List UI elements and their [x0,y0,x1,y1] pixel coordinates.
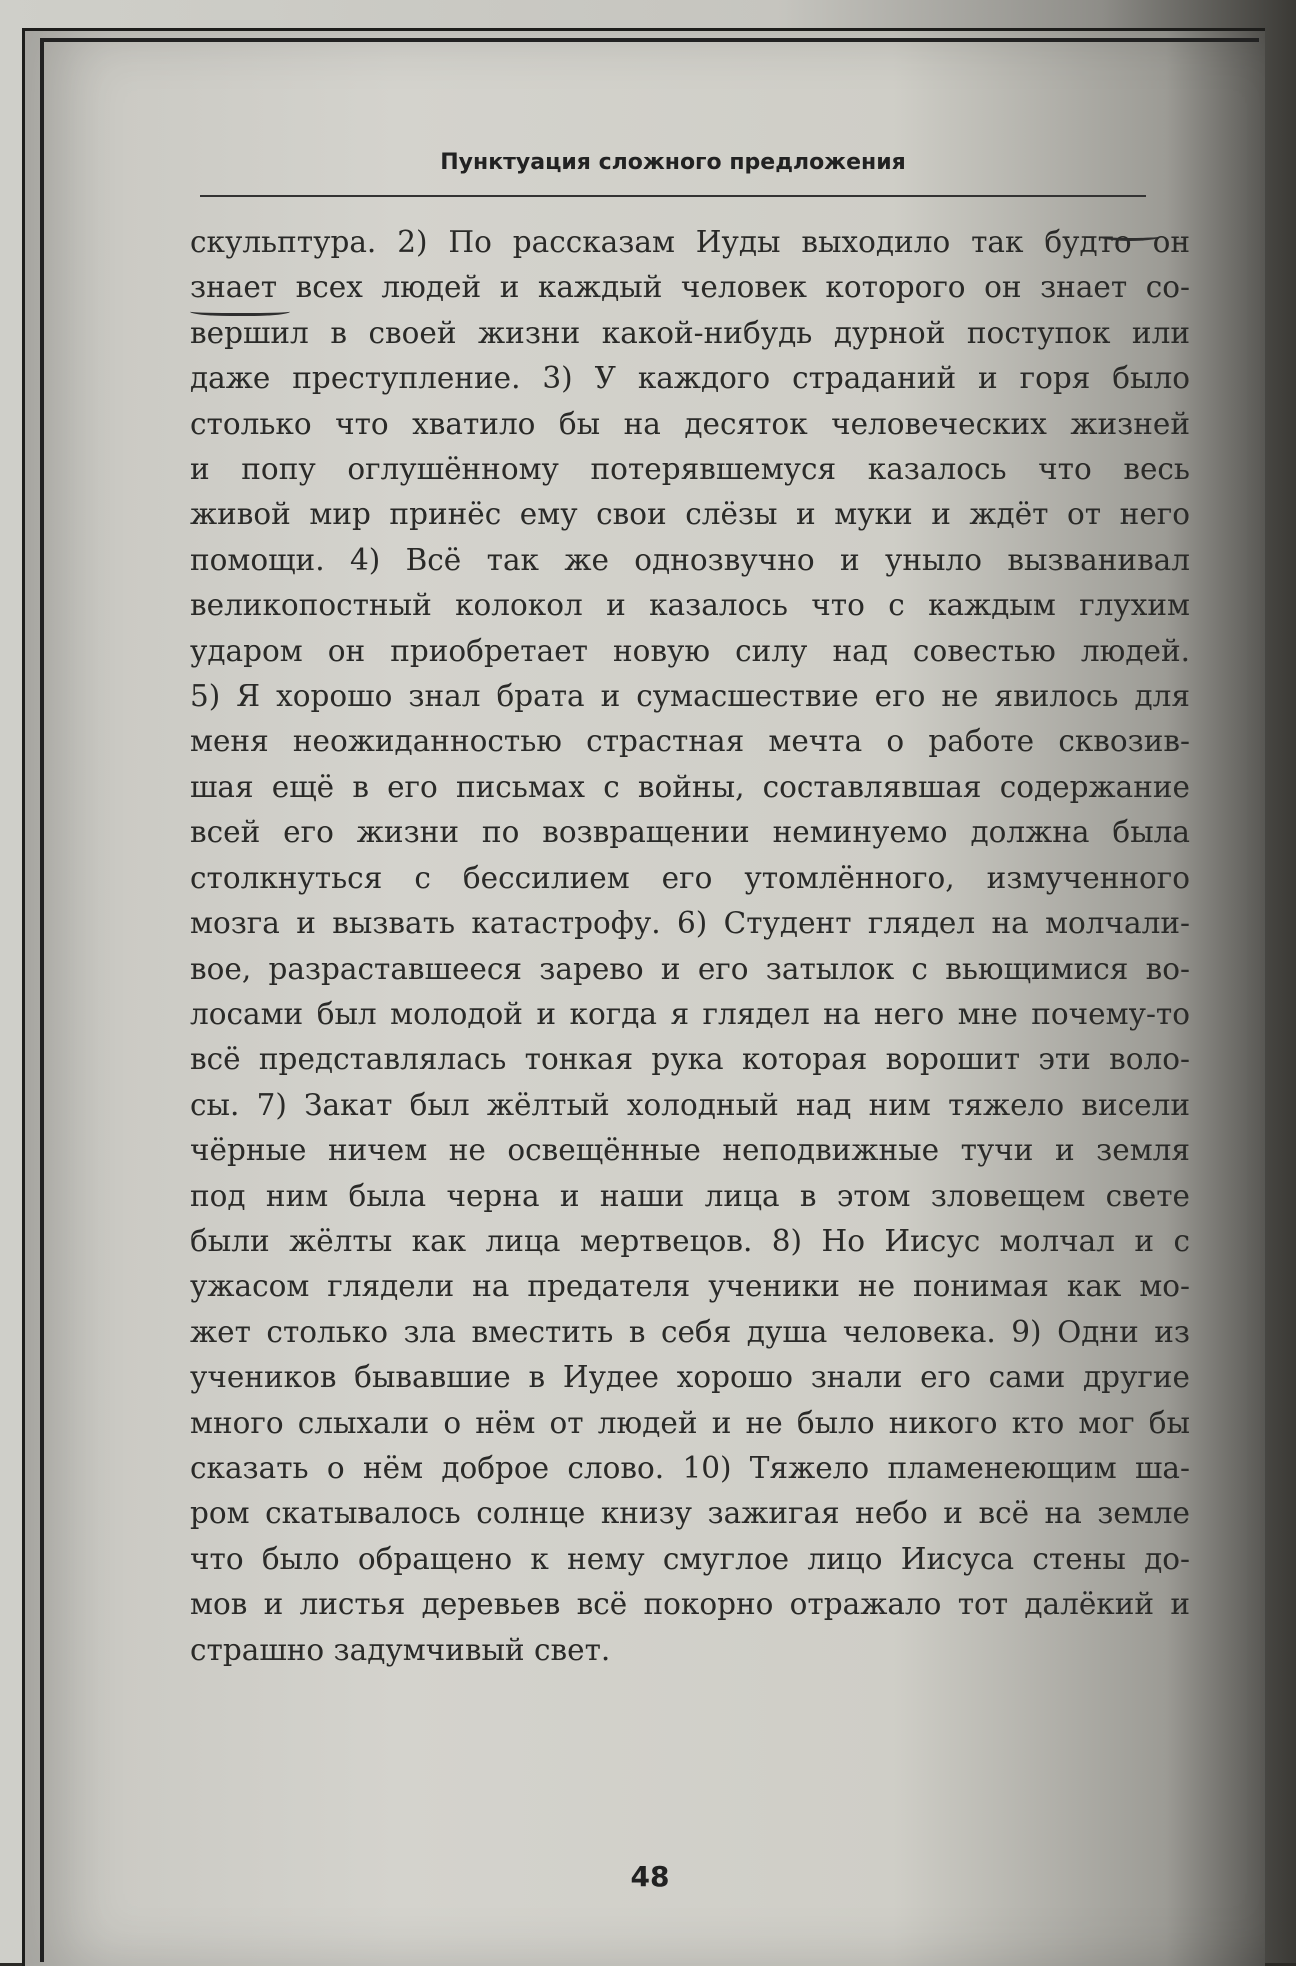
text-line: учеников бывавшие в Иудее хорошо знали его сами другие [190,1360,1190,1395]
text-line: 5) Я хорошо знал брата и сумасшествие его не явилось для [190,679,1190,714]
text-line: что было обращено к нему смуглое лицо Иисуса стены до- [190,1541,1190,1576]
running-head: Пунктуация сложного предложения [440,150,906,175]
pencil-underline-mark [1100,232,1160,241]
text-line: страшно задумчивый свет. [190,1632,611,1667]
text-line: всей его жизни по возвращении неминуемо должна была [190,815,1190,850]
text-line: сказать о нём доброе слово. 10) Тяжело пламенеющим ша- [190,1450,1190,1485]
text-line: даже преступление. 3) У каждого страданий и горя было [190,361,1190,396]
text-line: мов и листья деревьев всё покорно отражало тот далёкий и [190,1587,1190,1622]
text-line: много слыхали о нём от людей и не было никого кто мог бы [190,1405,1190,1440]
text-line: шая ещё в его письмах с войны, составлявшая содержание [190,769,1190,804]
text-line: сы. 7) Закат был жёлтый холодный над ним тяжело висели [190,1087,1190,1122]
text-line: знает всех людей и каждый человек которого он знает со- [190,270,1190,305]
text-line: ужасом глядели на предателя ученики не понимая как мо- [190,1269,1190,1304]
body-text [190,220,1190,1673]
text-line: живой мир принёс ему свои слёзы и муки и ждёт от него [190,497,1190,532]
text-line: всё представлялась тонкая рука которая ворошит эти воло- [190,1042,1190,1077]
text-line: столько что хватило бы на десяток человеческих жизней [190,406,1190,441]
header-rule [200,195,1146,197]
pencil-underline-mark [190,305,290,316]
text-line: и попу оглушённому потерявшемуся казалось что весь [190,452,1190,487]
text-line: скульптура. 2) По рассказам Иуды выходило так будто он [190,225,1190,259]
text-line: ударом он приобретает новую силу над совестью людей. [190,633,1190,668]
text-line: вое, разраставшееся зарево и его затылок с вьющимися во- [190,951,1190,986]
text-line: столкнуться с бессилием его утомлённого, измученного [190,860,1190,895]
text-line: помощи. 4) Всё так же однозвучно и уныло вызванивал [190,542,1190,577]
page-number: 48 [630,1860,670,1893]
text-line: мозга и вызвать катастрофу. 6) Студент глядел на молчали- [190,906,1190,941]
text-line: ром скатывалось солнце книзу зажигая небо и всё на земле [190,1496,1190,1531]
text-line: жет столько зла вместить в себя душа человека. 9) Одни из [190,1314,1190,1349]
text-line: под ним была черна и наши лица в этом зловещем свете [190,1178,1190,1213]
text-line: вершил в своей жизни какой-нибудь дурной поступок или [190,315,1190,350]
text-line: были жёлты как лица мертвецов. 8) Но Иисус молчал и с [190,1223,1190,1258]
text-line: лосами был молодой и когда я глядел на него мне почему-то [190,996,1190,1031]
text-line: меня неожиданностью страстная мечта о работе сквозив- [190,724,1190,759]
text-line: великопостный колокол и казалось что с каждым глухим [190,588,1190,623]
text-line: чёрные ничем не освещённые неподвижные тучи и земля [190,1133,1190,1168]
